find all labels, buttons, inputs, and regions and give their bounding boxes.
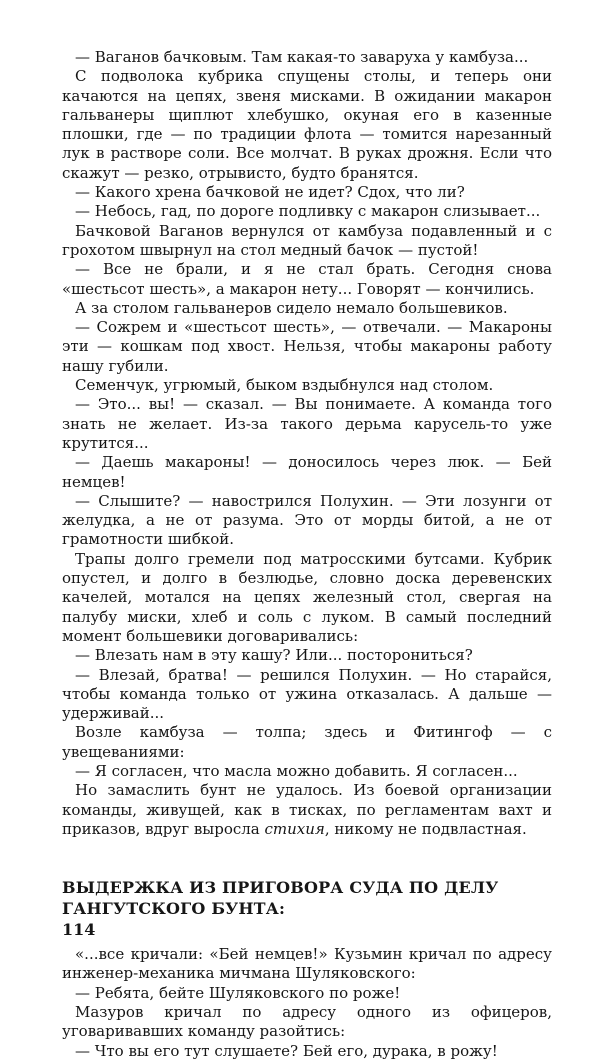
quote-paragraph: Мазуров кричал по адресу одного из офицеров, уговаривавших команду разойтись: (62, 1003, 552, 1041)
verdict-excerpt (62, 945, 552, 1061)
final-paragraph-text: Но замаслить бунт не удалось. Из боевой организации команды, живущей, как в тисках, по регламентам вахт и приказов, вдруг выросла (62, 781, 552, 838)
paragraph: — Небось, гад, по дороге подливку с макарон слизывает... (75, 202, 541, 221)
final-paragraph-tail: , никому не подвластная. (324, 819, 527, 838)
quote-paragraph: — Что вы его тут слушаете? Бей его, дурака, в рожу! (75, 1041, 498, 1060)
section-heading: ВЫДЕРЖКА ИЗ ПРИГОВОРА СУДА ПО ДЕЛУ ГАНГУТСКОГО БУНТА: (62, 878, 499, 919)
paragraph: — Ваганов бачковым. Там какая-то заваруха у камбуза... (75, 48, 529, 66)
paragraph: Трапы долго гремели под матросскими бутсами. Кубрик опустел, и долго в безлюдье, словно доска деревенских качелей, мотался на цепях железный стол, свергая на палубу миски, хлеб и соль с луком. В самый последний момент большевики договаривались: (62, 549, 552, 645)
paragraph: — Даешь макароны! — доносилось через люк. — Бей немцев! (62, 453, 552, 491)
paragraph: — Слышите? — навострился Полухин. — Эти лозунги от желудка, а не от разума. Это от морды битой, а не от грамотности шибкой. (62, 491, 552, 549)
paragraph: А за столом гальванеров сидело немало большевиков. (75, 298, 508, 317)
page-text (62, 48, 552, 1061)
final-paragraph (62, 781, 552, 839)
paragraph: Семенчук, угрюмый, быком вздыбнулся над столом. (75, 376, 494, 395)
paragraph: Возле камбуза — толпа; здесь и Фитингоф — с увещеваниями: (62, 723, 552, 761)
page-number: 114 (62, 920, 96, 939)
quote-paragraph: «...все кричали: «Бей немцев!» Кузьмин кричал по адресу инженер-механика мичмана Шуляковского: (62, 945, 552, 983)
paragraph: — Влезать нам в эту кашу? Или... посторониться? (75, 646, 473, 665)
paragraph: С подволока кубрика спущены столы, и теперь они качаются на цепях, звеня мисками. В ожидании макарон гальванеры щиплют хлебушко, окуная его в казенные плошки, где — по традиции флота — томится нарезанный лук в растворе соли. Все молчат. В руках дрожня. Если что скажут — резко, отрывисто, будто бранятся. (62, 67, 552, 182)
paragraph: — Все не брали, и я не стал брать. Сегодня снова «шестьсот шесть», а макарон нету... Говорят — кончились. (62, 260, 552, 298)
paragraph: — Я согласен, что масла можно добавить. Я согласен... (75, 761, 518, 780)
paragraph: Бачковой Ваганов вернулся от камбуза подавленный и с грохотом швырнул на стол медный бачок — пустой! (62, 221, 552, 259)
paragraph: — Влезай, братва! — решился Полухин. — Но старайся, чтобы команда только от ужина отказалась. А дальше — удерживай... (62, 665, 552, 723)
quote-paragraph: — Ребята, бейте Шуляковского по роже! (75, 983, 401, 1002)
paragraph: — Какого хрена бачковой не идет? Сдох, что ли? (75, 183, 465, 202)
paragraph: — Сожрем и «шестьсот шесть», — отвечали. — Макароны эти — кошкам под хвост. Нельзя, чтобы макароны работу нашу губили. (62, 318, 552, 375)
emphasis-word: стихия (264, 819, 325, 838)
paragraph: — Это... вы! — сказал. — Вы понимаете. А команда того знать не желает. Из-за такого дерьма карусель-то уже крутится... (62, 395, 552, 452)
